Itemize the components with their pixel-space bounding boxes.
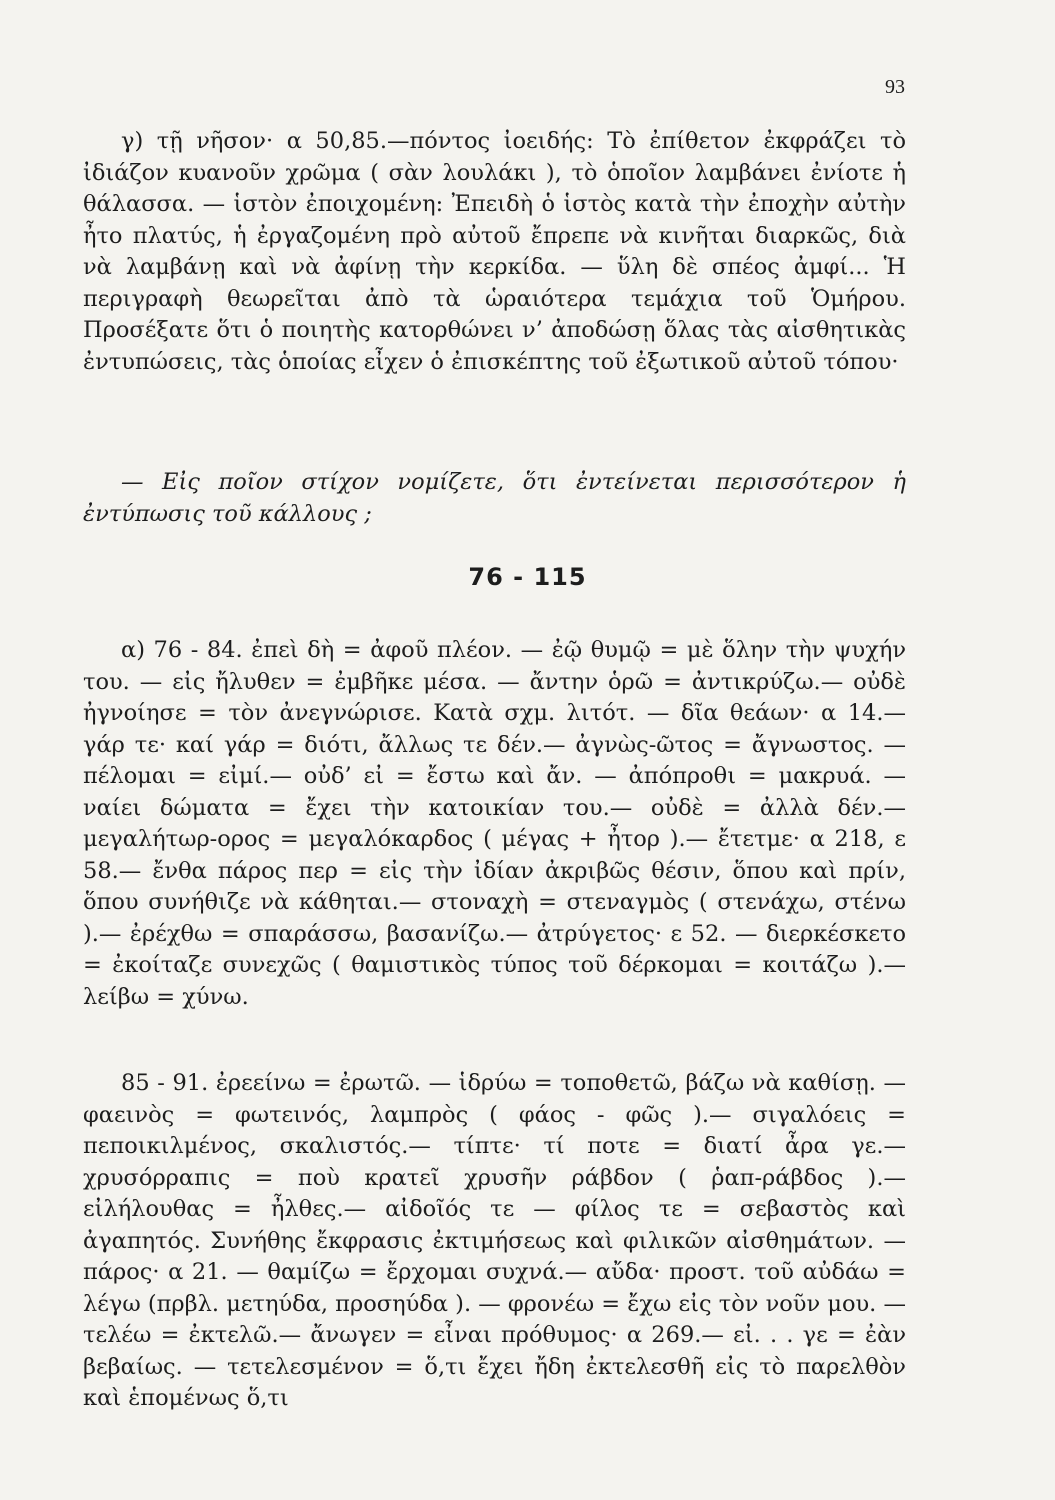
- paragraph-text: γ) τῇ νῆσον· α 50,85.—πόντος ἰοειδής: Τὸ ἐπίθετον ἐκφράζει τὸ ἰδιάζον κυανοῦν χρῶμα ( σὰν λουλάκι ), τὸ ὁποῖον λαμβάνει ἐνίοτε ἡ θάλασσα. — ἱστὸν ἐποιχομένη: Ἐπειδὴ ὁ ἱστὸς κατὰ τὴν ἐποχὴν αὐτὴν ἦτο πλατύς, ἡ ἐργαζομένη πρὸ αὐτοῦ ἔπρεπε νὰ κινῆται διαρκῶς, διὰ νὰ λαμβάνῃ καὶ νὰ ἀφίνῃ τὴν κερκίδα. — ὕλη δὲ σπέος ἀμφί... Ἡ περιγραφὴ θεωρεῖται ἀπὸ τὰ ὡραιότερα τεμάχια τοῦ Ὁμήρου. Προσέξατε ὅτι ὁ ποιητὴς κατορθώνει ν’ ἀποδώσῃ ὅλας τὰς αἰσθητικὰς ἐντυπώσεις, τὰς ὁποίας εἶχεν ὁ ἐπισκέπτης τοῦ ἐξωτικοῦ αὐτοῦ τόπου·: [83, 128, 906, 375]
- paragraph-text: α) 76 - 84. ἐπεὶ δὴ = ἀφοῦ πλέον. — ἐῷ θυμῷ = μὲ ὅλην τὴν ψυχήν του. — εἰς ἤλυθεν = ἐμβῆκε μέσα. — ἄντην ὁρῶ = ἀντικρύζω.— οὐδὲ ἠγνοίησε = τὸν ἀνεγνώρισε. Κατὰ σχμ. λιτότ. — δῖα θεάων· α 14.— γάρ τε· καί γάρ = διότι, ἄλλως τε δέν.— ἀγνὼς-ῶτος = ἄγνωστος. — πέλομαι = εἰμί.— οὐδ’ εἰ = ἔστω καὶ ἄν. — ἀπόπροθι = μακρυά. — ναίει δώματα = ἔχει τὴν κατοικίαν του.— οὐδὲ = ἀλλὰ δέν.— μεγαλήτωρ-ορος = μεγαλόκαρδος ( μέγας + ἦτορ ).— ἔτετμε· α 218, ε 58.— ἔνθα πάρος περ = εἰς τὴν ἰδίαν ἀκριβῶς θέσιν, ὅπου καὶ πρίν, ὅπου συνήθιζε νὰ κάθηται.— στοναχὴ = στεναγμὸς ( στενάχω, στένω ).— ἐρέχθω = σπαράσσω, βασανίζω.— ἀτρύγετος· ε 52. — διερκέσκετο = ἐκοίταζε συνεχῶς ( θαμιστικὸς τύπος τοῦ δέρκομαι = κοιτάζω ).— λείβω = χύνω.: [83, 637, 906, 1010]
- commentary-paragraph-3: [83, 1068, 906, 1415]
- paragraph-text: 85 - 91. ἐρεείνω = ἐρωτῶ. — ἱδρύω = τοποθετῶ, βάζω νὰ καθίσῃ. — φαεινὸς = φωτεινός, λαμπρὸς ( φάος - φῶς ).— σιγαλόεις = πεποικιλμένος, σκαλιστός.— τίπτε· τί πoτε = διατί ἆρα γε.— χρυσόρραπις = ποὺ κρατεῖ χρυσῆν ράβδον ( ῥαπ-ράβδος ).— εἰλήλουθας = ἦλθες.— αἰδοῖός τε — φίλος τε = σεβαστὸς καὶ ἀγαπητός. Συνήθης ἔκφρασις ἐκτιμήσεως καὶ φιλικῶν αἰσθημάτων. — πάρος· α 21. — θαμίζω = ἔρχομαι συχνά.— αὔδα· προστ. τοῦ αὐδάω = λέγω (πρβλ. μετηύδα, προσηύδα ). — φρονέω = ἔχω εἰς τὸν νοῦν μου. — τελέω = ἐκτελῶ.— ἄνωγεν = εἶναι πρόθυμος· α 269.— εἰ. . . γε = ἐὰν βεβαίως. — τετελεσμένον = ὅ,τι ἔχει ἤδη ἐκτελεσθῆ εἰς τὸ παρελθὸν καὶ ἑπομένως ὅ,τι: [83, 1070, 906, 1411]
- section-heading: 76 - 115: [468, 563, 587, 591]
- commentary-paragraph-2: [83, 635, 906, 1013]
- question-paragraph: [83, 467, 906, 530]
- question-text: — Εἰς ποῖον στίχον νομίζετε, ὅτι ἐντείνεται περισσότερον ἡ ἐντύπωσις τοῦ κάλλους ;: [83, 469, 906, 527]
- page-number: 93: [885, 76, 905, 98]
- commentary-paragraph-1: [83, 126, 906, 378]
